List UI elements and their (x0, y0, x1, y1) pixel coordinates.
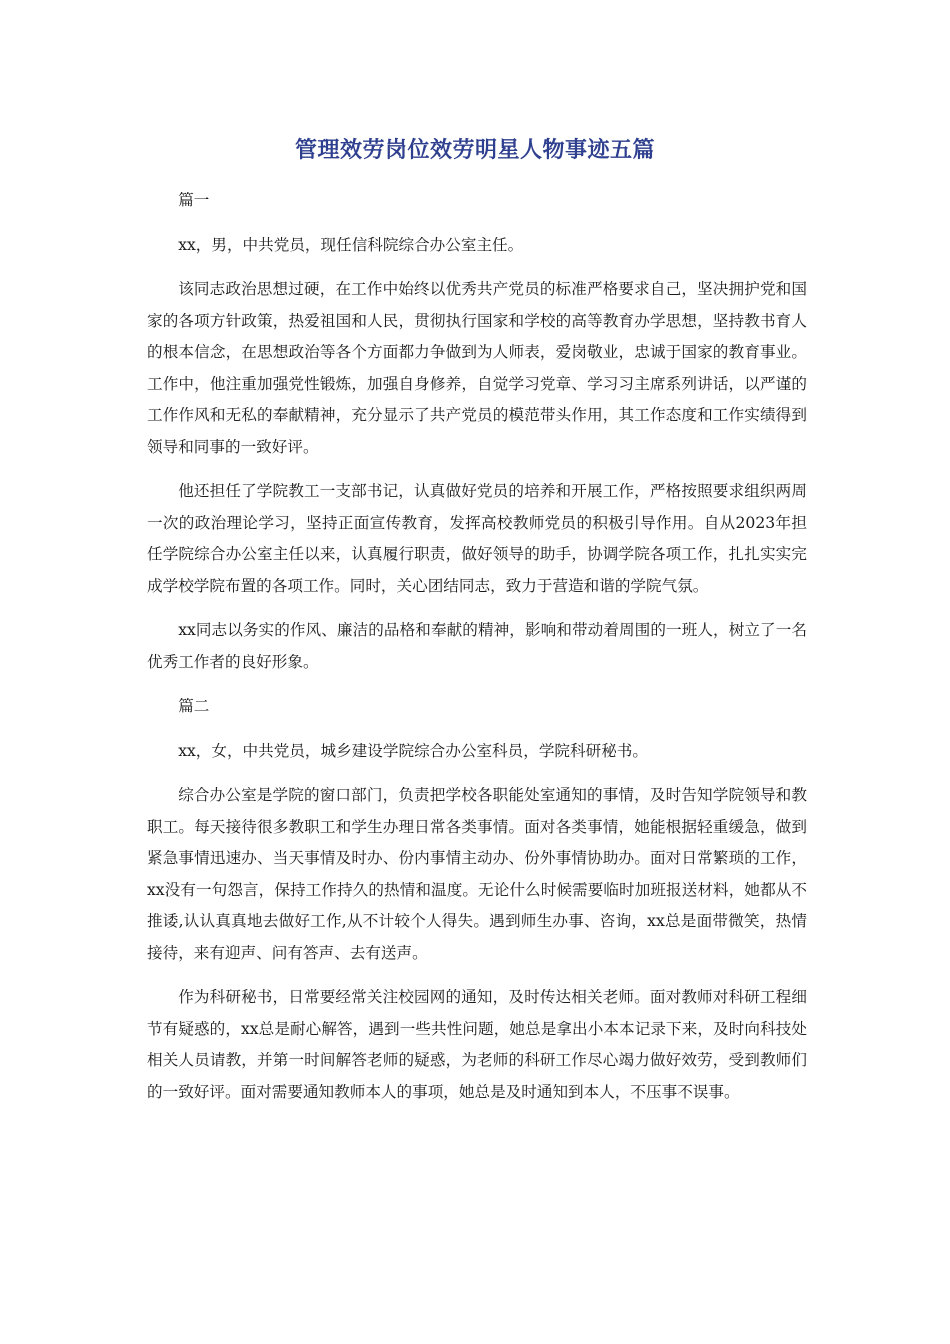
section-heading-2: 篇二 (178, 697, 210, 715)
document-title: 管理效劳岗位效劳明星人物事迹五篇 (294, 138, 655, 163)
section-heading-1: 篇一 (178, 191, 210, 209)
paragraph: 他还担任了学院教工一支部书记，认真做好党员的培养和开展工作，严格按照要求组织两周一次的政治理论学习，坚持正面宣传教育，发挥高校教师党员的积极引导作用。自从2023年担任学院综合办公室主任以来，认真履行职责，做好领导的助手，协调学院各项工作，扎扎实实完成学校学院布置的各项工作。同时，关心团结同志，致力于营造和谐的学院气氛。 (147, 482, 807, 595)
paragraph: 作为科研秘书，日常要经常关注校园网的通知，及时传达相关老师。面对教师对科研工程细节有疑惑的，xx总是耐心解答，遇到一些共性问题，她总是拿出小本本记录下来，及时向科技处相关人员请教，并第一时间解答老师的疑惑，为老师的科研工作尽心竭力做好效劳，受到教师们的一致好评。面对需要通知教师本人的事项，她总是及时通知到本人，不压事不误事。 (147, 988, 807, 1101)
paragraph-intro-1: xx，男，中共党员，现任信科院综合办公室主任。 (178, 235, 524, 254)
paragraph: 综合办公室是学院的窗口部门，负责把学校各职能处室通知的事情，及时告知学院领导和教职工。每天接待很多教职工和学生办理日常各类事情。面对各类事情，她能根据轻重缓急，做到紧急事情迅速办、当天事情及时办、份内事情主动办、份外事情协助办。面对日常繁琐的工作，xx没有一句怨言，保持工作持久的热情和温度。无论什么时候需要临时加班报送材料，她都从不推诿,认认真真地去做好工作,从不计较个人得失。遇到师生办事、咨询，xx总是面带微笑，热情接待，来有迎声、问有答声、去有送声。 (147, 786, 807, 962)
paragraph-intro-2: xx，女，中共党员，城乡建设学院综合办公室科员，学院科研秘书。 (178, 741, 648, 760)
document-body (147, 185, 807, 1121)
paragraph: 该同志政治思想过硬，在工作中始终以优秀共产党员的标准严格要求自己，坚决拥护党和国家的各项方针政策，热爱祖国和人民，贯彻执行国家和学校的高等教育办学思想，坚持教书育人的根本信念，在思想政治等各个方面都力争做到为人师表，爱岗敬业，忠诚于国家的教育事业。工作中，他注重加强党性锻炼，加强自身修养，自觉学习党章、学习习主席系列讲话，以严谨的工作作风和无私的奉献精神，充分显示了共产党员的模范带头作用，其工作态度和工作实绩得到领导和同事的一致好评。 (147, 280, 807, 456)
paragraph: xx同志以务实的作风、廉洁的品格和奉献的精神，影响和带动着周围的一班人，树立了一名优秀工作者的良好形象。 (147, 621, 807, 671)
